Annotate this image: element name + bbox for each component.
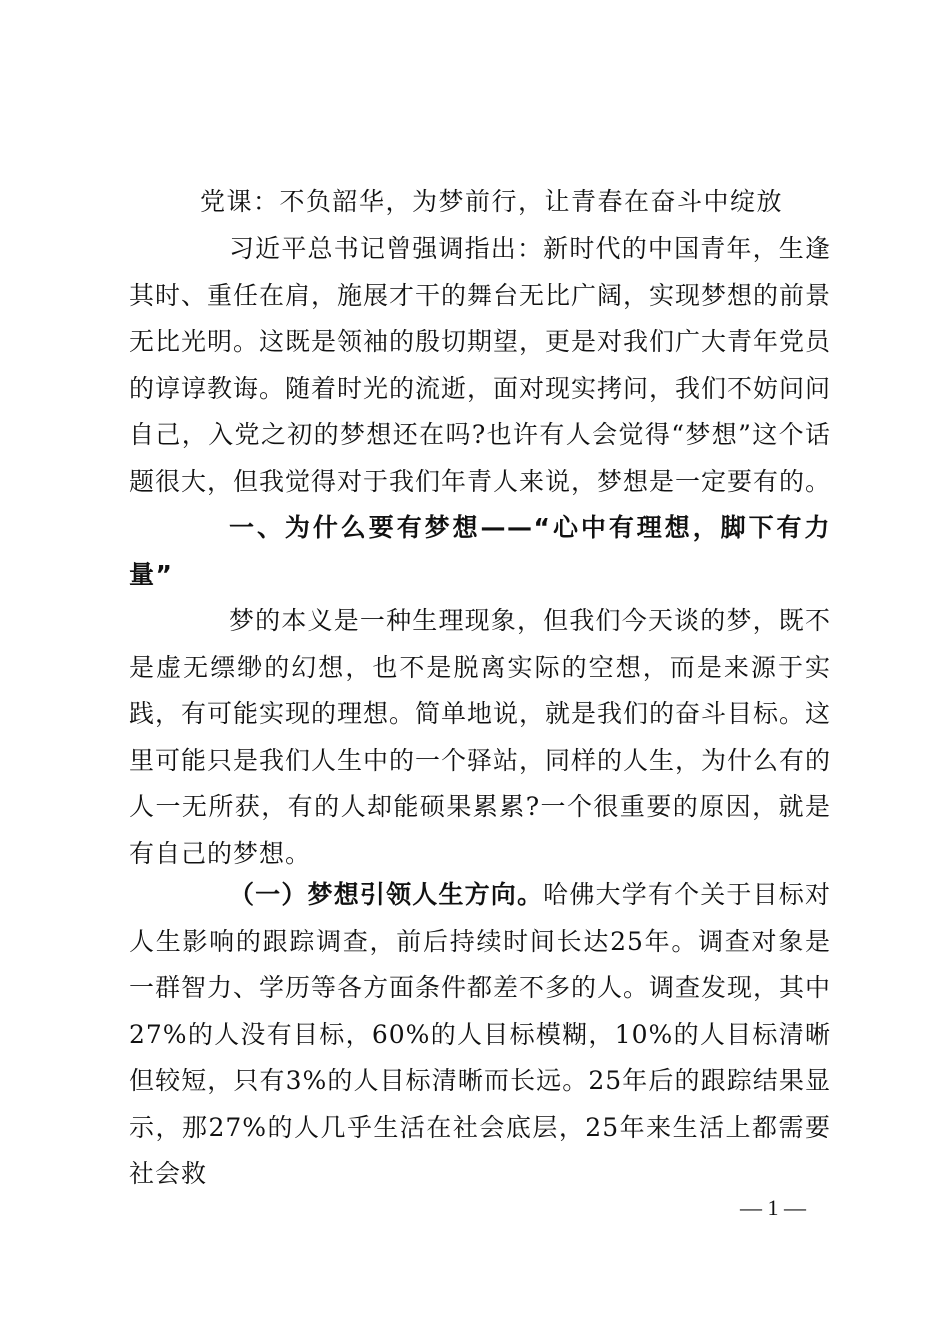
paragraph-3-text: 哈佛大学有个关于目标对人生影响的跟踪调查，前后持续时间长达25年。调查对象是一群智力、学历等各方面条件都差不多的人。调查发现，其中27%的人没有目标，60%的人目标模糊，10%的人目标清晰但较短，只有3%的人目标清晰而长远。25年后的跟踪结果显示，那27%的人几乎生活在社会底层，25年来生活上都需要社会救 bbox=[129, 880, 832, 1188]
paragraph-dream-meaning: 梦的本义是一种生理现象，但我们今天谈的梦，既不是虚无缥缈的幻想，也不是脱离实际的空想，而是来源于实践，有可能实现的理想。简单地说，就是我们的奋斗目标。这里可能只是我们人生中的一个驿站，同样的人生，为什么有的人一无所获，有的人却能硕果累累?一个很重要的原因，就是有自己的梦想。 bbox=[129, 606, 832, 868]
section-heading-1: 一、为什么要有梦想——“心中有理想，脚下有力量” bbox=[129, 513, 831, 589]
page-number: — 1 — bbox=[740, 1195, 806, 1220]
paragraph-dream-direction bbox=[129, 872, 831, 1198]
paragraph-intro: 习近平总书记曾强调指出：新时代的中国青年，生逢其时、重任在肩，施展才干的舞台无比广阔，实现梦想的前景无比光明。这既是领袖的殷切期望，更是对我们广大青年党员的谆谆教诲。随着时光的流逝，面对现实拷问，我们不妨问问自己，入党之初的梦想还在吗?也许有人会觉得“梦想”这个话题很大，但我觉得对于我们年青人来说，梦想是一定要有的。 bbox=[129, 234, 832, 496]
subheading-1: （一）梦想引领人生方向。 bbox=[229, 880, 544, 909]
document-title: 党课：不负韶华，为梦前行，让青春在奋斗中绽放 bbox=[200, 187, 784, 216]
